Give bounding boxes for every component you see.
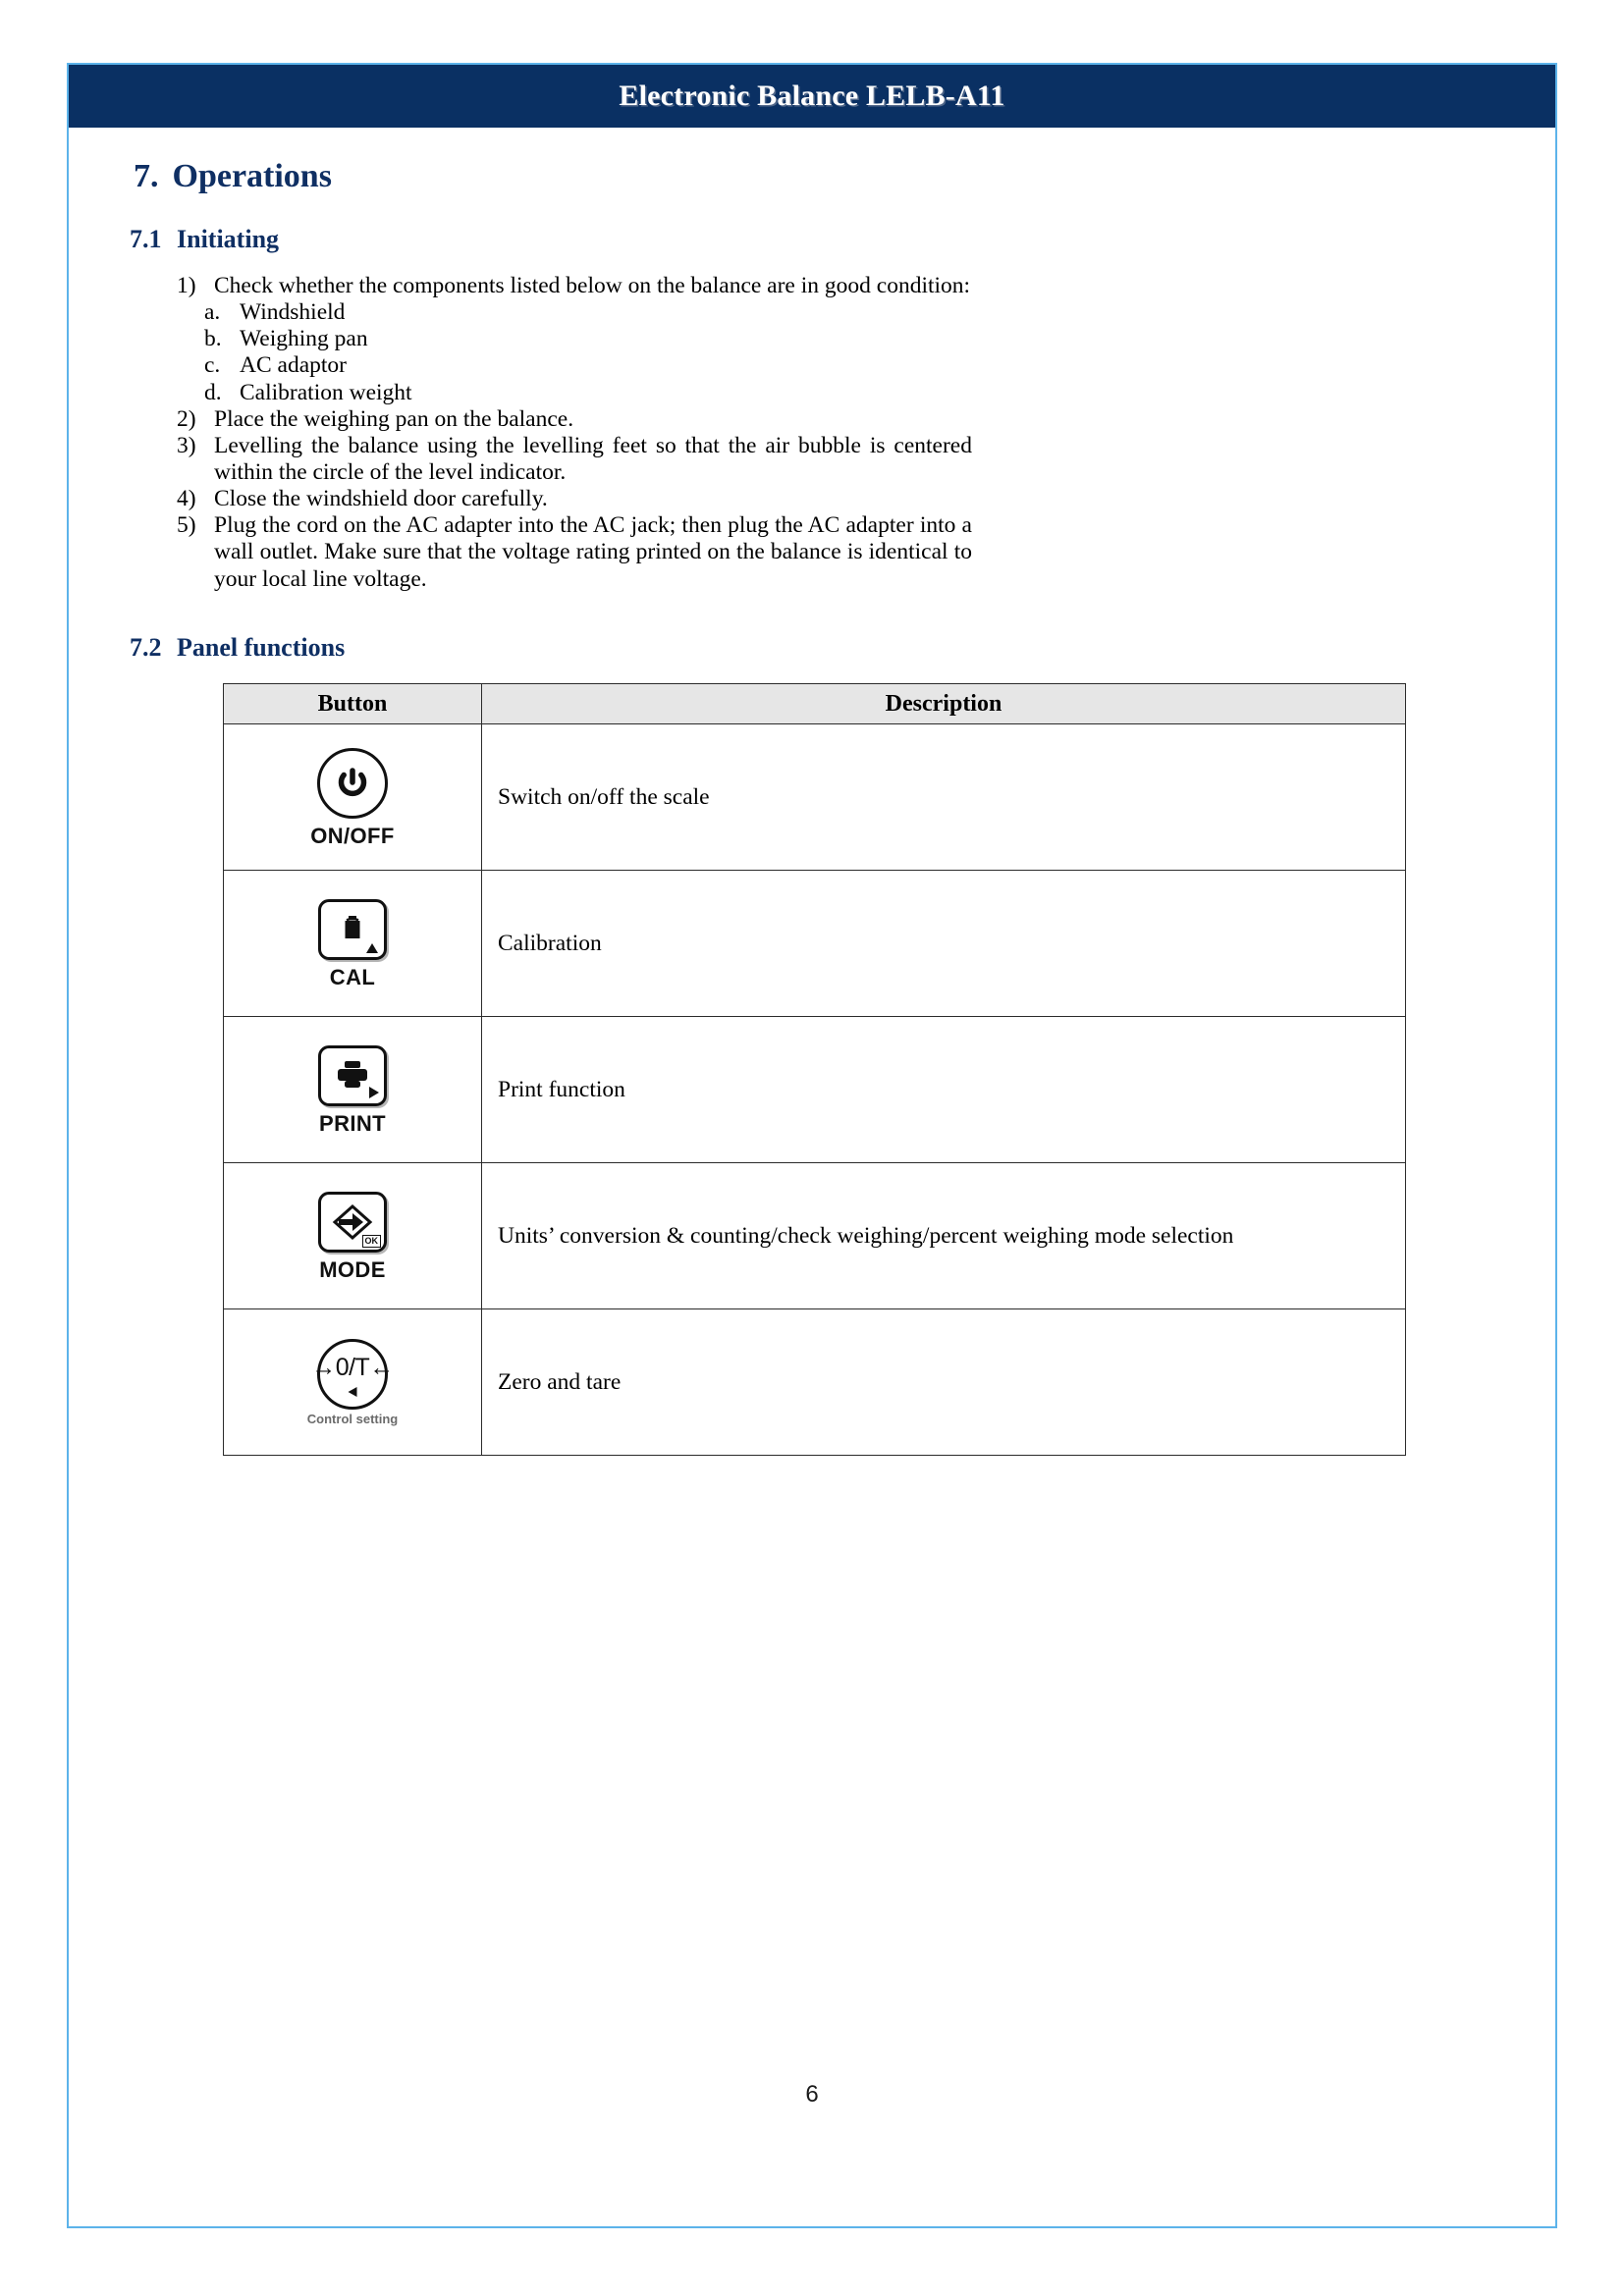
list-marker: 4) bbox=[177, 486, 196, 512]
list-item-text: Plug the cord on the AC adapter into the AC jack; then plug the AC adapter into a wall outlet. Make sure that the voltage rating printed on the balance is identical to your local line voltage. bbox=[214, 512, 972, 592]
mode-key-label: MODE bbox=[319, 1256, 386, 1282]
button-cell-zero-tare bbox=[224, 1309, 482, 1456]
print-key-label: PRINT bbox=[319, 1110, 386, 1136]
button-cell-print bbox=[224, 1017, 482, 1163]
button-cell-onoff bbox=[224, 724, 482, 871]
list-marker: b. bbox=[204, 326, 222, 352]
zero-tare-left-triangle-icon bbox=[349, 1387, 357, 1397]
zero-tare-key-label: Control setting bbox=[306, 1412, 399, 1426]
description-cell-zero-tare: Zero and tare bbox=[482, 1309, 1406, 1456]
table-row bbox=[224, 1017, 1406, 1163]
panel-functions-table bbox=[223, 683, 1406, 1456]
column-header-button: Button bbox=[224, 684, 482, 724]
subsection-heading-initiating bbox=[130, 225, 279, 254]
subsection-number-initiating: 7.1 bbox=[130, 225, 162, 253]
table-header-row bbox=[224, 684, 1406, 724]
table-row bbox=[224, 724, 1406, 871]
onoff-key-label: ON/OFF bbox=[310, 823, 395, 848]
description-cell-cal: Calibration bbox=[482, 871, 1406, 1017]
list-item-text: Windshield bbox=[240, 299, 346, 326]
list-item bbox=[177, 273, 972, 299]
list-item bbox=[177, 406, 972, 433]
column-header-description: Description bbox=[482, 684, 1406, 724]
list-item bbox=[177, 299, 972, 326]
list-marker: 1) bbox=[177, 273, 196, 298]
description-cell-print: Print function bbox=[482, 1017, 1406, 1163]
calibration-weight-icon bbox=[318, 899, 387, 960]
list-item-text: Place the weighing pan on the balance. bbox=[214, 405, 574, 432]
list-item bbox=[177, 512, 972, 592]
sublist-components bbox=[177, 299, 972, 406]
list-item bbox=[177, 486, 972, 512]
description-cell-mode: Units’ conversion & counting/check weighing/percent weighing mode selection bbox=[482, 1163, 1406, 1309]
cal-corner-up-triangle-icon bbox=[366, 943, 378, 953]
page-number: 6 bbox=[805, 2081, 819, 2108]
onoff-key-glyph bbox=[310, 748, 395, 847]
list-item bbox=[177, 352, 972, 379]
list-marker: c. bbox=[204, 352, 221, 379]
print-key-glyph bbox=[318, 1045, 387, 1135]
zero-tare-icon bbox=[311, 1339, 394, 1410]
page-frame bbox=[67, 63, 1557, 2228]
list-item-text: Levelling the balance using the levelling feet so that the air bubble is centered within the circle of the level indicator. bbox=[214, 432, 972, 485]
list-marker: 3) bbox=[177, 432, 196, 458]
table-row bbox=[224, 1309, 1406, 1456]
table-row bbox=[224, 1163, 1406, 1309]
section-title-text: Operations bbox=[172, 158, 332, 194]
button-cell-mode bbox=[224, 1163, 482, 1309]
list-item bbox=[177, 326, 972, 352]
list-item-text: AC adaptor bbox=[240, 352, 347, 379]
subsection-title-panel: Panel functions bbox=[177, 633, 346, 662]
power-icon bbox=[317, 748, 388, 819]
zero-tare-key-glyph bbox=[307, 1339, 398, 1425]
cal-key-label: CAL bbox=[329, 964, 376, 989]
mode-ok-badge: OK bbox=[362, 1235, 382, 1248]
list-item bbox=[177, 433, 972, 486]
subsection-heading-panel-functions bbox=[130, 633, 345, 663]
list-marker: 2) bbox=[177, 405, 196, 432]
list-item-text: Calibration weight bbox=[240, 379, 412, 405]
list-item-text: Close the windshield door carefully. bbox=[214, 486, 548, 512]
subsection-number-panel: 7.2 bbox=[130, 633, 162, 662]
initiating-steps-list bbox=[177, 273, 972, 593]
list-item-text: Weighing pan bbox=[240, 326, 368, 352]
list-marker: d. bbox=[204, 379, 222, 405]
zero-tare-key-text: →0/T← bbox=[311, 1353, 394, 1381]
list-item-text: Check whether the components listed below on the balance are in good condition: bbox=[214, 273, 971, 298]
table-row bbox=[224, 871, 1406, 1017]
section-number: 7. bbox=[134, 158, 159, 194]
button-cell-cal bbox=[224, 871, 482, 1017]
page-title bbox=[134, 158, 332, 195]
description-cell-onoff: Switch on/off the scale bbox=[482, 724, 1406, 871]
mode-key-glyph bbox=[318, 1192, 387, 1281]
document-header-bar bbox=[69, 65, 1555, 128]
document-title: Electronic Balance LELB-A11 bbox=[619, 80, 1005, 112]
list-item bbox=[177, 380, 972, 406]
printer-icon bbox=[318, 1045, 387, 1106]
cal-key-glyph bbox=[318, 899, 387, 988]
subsection-title-initiating: Initiating bbox=[177, 225, 280, 253]
mode-diamond-arrow-icon bbox=[318, 1192, 387, 1253]
list-marker: a. bbox=[204, 299, 221, 326]
print-corner-right-triangle-icon bbox=[369, 1087, 379, 1098]
list-marker: 5) bbox=[177, 512, 196, 539]
